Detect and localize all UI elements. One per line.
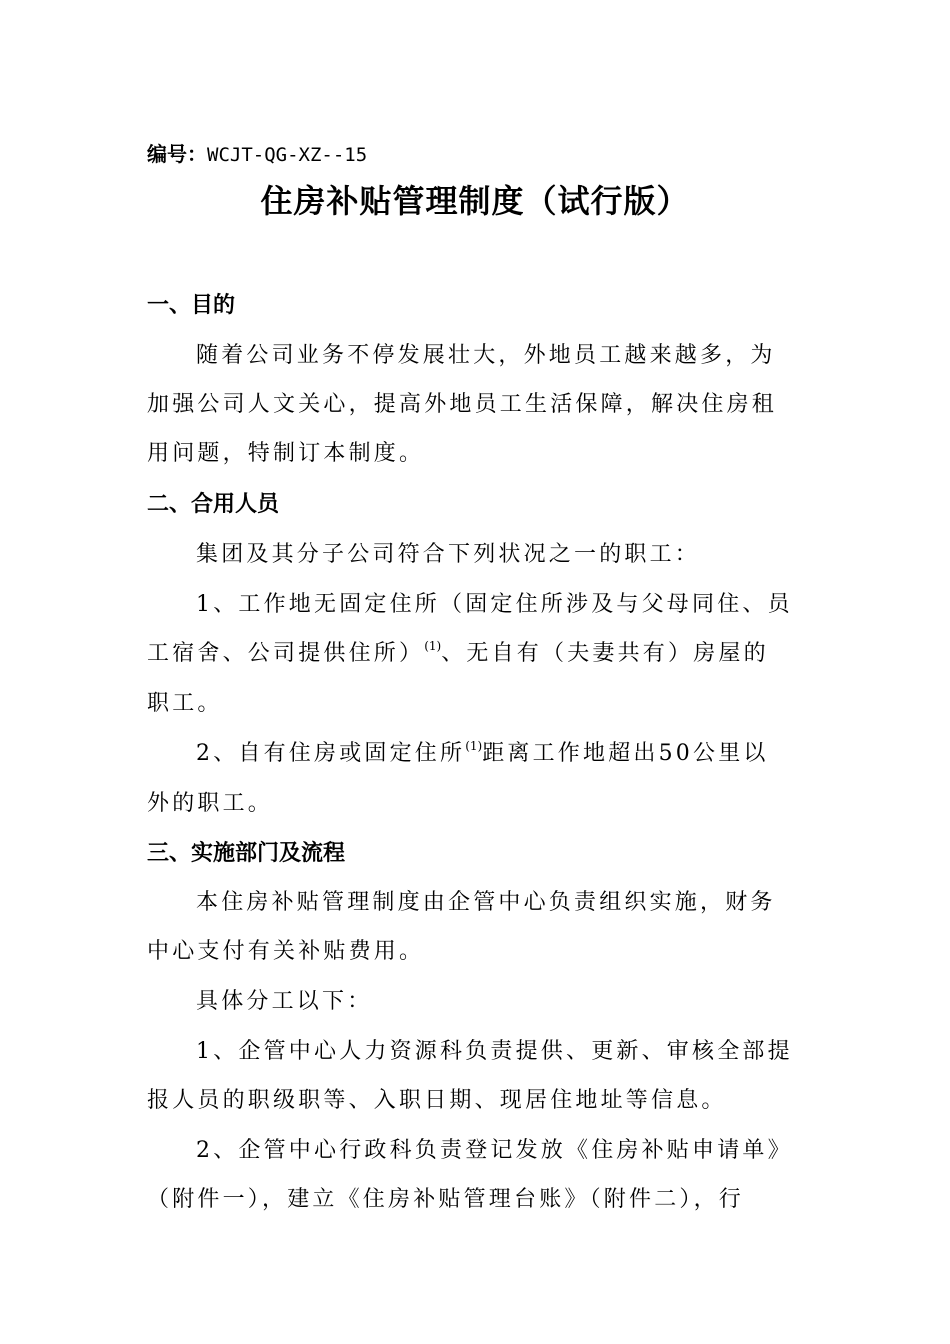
purpose-line-3: 用问题，特制订本制度。: [147, 441, 425, 466]
document-number-label: 编号：: [147, 142, 207, 166]
process-item1-line1: 1、企管中心人力资源科负责提供、更新、审核全部提: [196, 1039, 793, 1064]
eligible-item1-line2: [147, 636, 769, 667]
eligible-item2-line1: [196, 736, 769, 767]
process-item2-line2: （附件一），建立《住房补贴管理台账》（附件二），行: [147, 1187, 745, 1212]
footnote-ref: (1): [424, 639, 442, 653]
eligible-item1-text-b: 、无自有（夫妻共有）房屋的: [441, 641, 769, 666]
eligible-item1-text-a: 工宿舍、公司提供住所）: [147, 641, 425, 666]
section-heading-process: 三、实施部门及流程: [147, 841, 346, 866]
eligible-item2-text-a: 2、自有住房或固定住所: [196, 741, 466, 766]
process-p1-line1: 本住房补贴管理制度由企管中心负责组织实施，财务: [196, 890, 776, 915]
eligible-item2-text-b: 距离工作地超出50公里以: [482, 741, 769, 766]
document-number-code: WCJT-QG-XZ--15: [207, 144, 368, 166]
document-number: [147, 138, 367, 167]
section-heading-eligible: 二、合用人员: [147, 492, 280, 517]
process-item1-line2: 报人员的职级职等、入职日期、现居住地址等信息。: [147, 1088, 727, 1113]
purpose-line-2: 加强公司人文关心，提高外地员工生活保障，解决住房租: [147, 392, 778, 417]
eligible-item1-line3: 职工。: [147, 691, 223, 716]
eligible-intro: 集团及其分子公司符合下列状况之一的职工：: [196, 542, 701, 567]
page-title: 住房补贴管理制度（试行版）: [260, 182, 690, 220]
process-p1-line2: 中心支付有关补贴费用。: [147, 939, 425, 964]
eligible-item2-line2: 外的职工。: [147, 791, 274, 816]
purpose-line-1: 随着公司业务不停发展壮大，外地员工越来越多，为: [196, 343, 776, 368]
process-item2-line1: 2、企管中心行政科负责登记发放《住房补贴申请单》: [196, 1138, 793, 1163]
footnote-ref: (1): [465, 739, 483, 753]
section-heading-purpose: 一、目的: [147, 293, 236, 318]
eligible-item1-line1: 1、工作地无固定住所（固定住所涉及与父母同住、员: [196, 592, 793, 617]
process-p2: 具体分工以下：: [196, 989, 373, 1014]
